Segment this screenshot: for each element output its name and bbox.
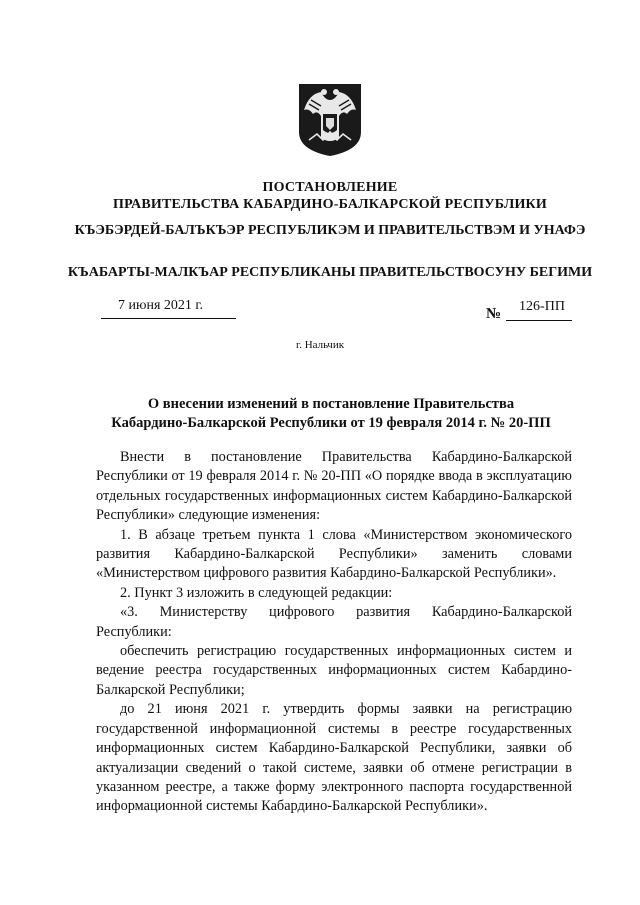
document-title — [100, 395, 562, 433]
date-underline — [101, 318, 236, 319]
body-paragraph: до 21 июня 2021 г. утвердить формы заявки на регистрацию государственной информационной системы в реестре государственных информационных систем Кабардино-Балкарской Республики, заявки об актуализации сведений о такой системе, заявки об отмене регистрации в указанном реестре, а также форму электронного паспорта государственной информационной системы Кабардино-Балкарской Республики». — [96, 701, 572, 815]
document-type-heading — [60, 179, 600, 213]
heading-line-1: ПОСТАНОВЛЕНИЕ — [262, 180, 398, 195]
city-label: г. Нальчик — [295, 339, 345, 351]
title-line-1: О внесении изменений в постановление Правительства — [147, 396, 515, 412]
balkar-heading: КЪАБАРТЫ-МАЛКЪАР РЕСПУБЛИКАНЫ ПРАВИТЕЛЬСТВОСУНУ БЕГИМИ — [67, 265, 593, 280]
body-paragraph: 1. В абзаце третьем пункта 1 слова «Министерством экономического развития Кабардино-Балкарской Республики» заменить словами «Министерством цифрового развития Кабардино-Балкарской Республики». — [96, 526, 572, 582]
document-number: 126-ПП — [519, 299, 565, 314]
kabardian-heading: КЪЭБЭРДЕЙ-БАЛЪКЪЭР РЕСПУБЛИКЭМ И ПРАВИТЕЛЬСТВЭМ И УНАФЭ — [74, 223, 586, 238]
document-body — [96, 448, 572, 817]
body-paragraph: «3. Министерству цифрового развития Кабардино-Балкарской Республики: — [96, 604, 572, 640]
document-date: 7 июня 2021 г. — [118, 298, 204, 313]
coat-of-arms-emblem — [295, 80, 365, 158]
body-paragraph: обеспечить регистрацию государственных информационных систем и ведение реестра государственных информационных систем Кабардино-Балкарской Республики; — [96, 643, 572, 698]
body-paragraph: 2. Пункт 3 изложить в следующей редакции: — [120, 584, 393, 601]
title-line-2: Кабардино-Балкарской Республики от 19 февраля 2014 г. № 20-ПП — [111, 415, 551, 431]
number-label: № — [486, 306, 502, 322]
number-underline — [506, 320, 572, 321]
heading-line-2: ПРАВИТЕЛЬСТВА КАБАРДИНО-БАЛКАРСКОЙ РЕСПУБЛИКИ — [112, 197, 548, 212]
body-paragraph: Внести в постановление Правительства Кабардино-Балкарской Республики от 19 февраля 2014 г. № 20-ПП «О порядке ввода в эксплуатацию отдельных государственных информационных систем Кабардино-Балкарской Республики» следующие изменения: — [96, 449, 572, 524]
